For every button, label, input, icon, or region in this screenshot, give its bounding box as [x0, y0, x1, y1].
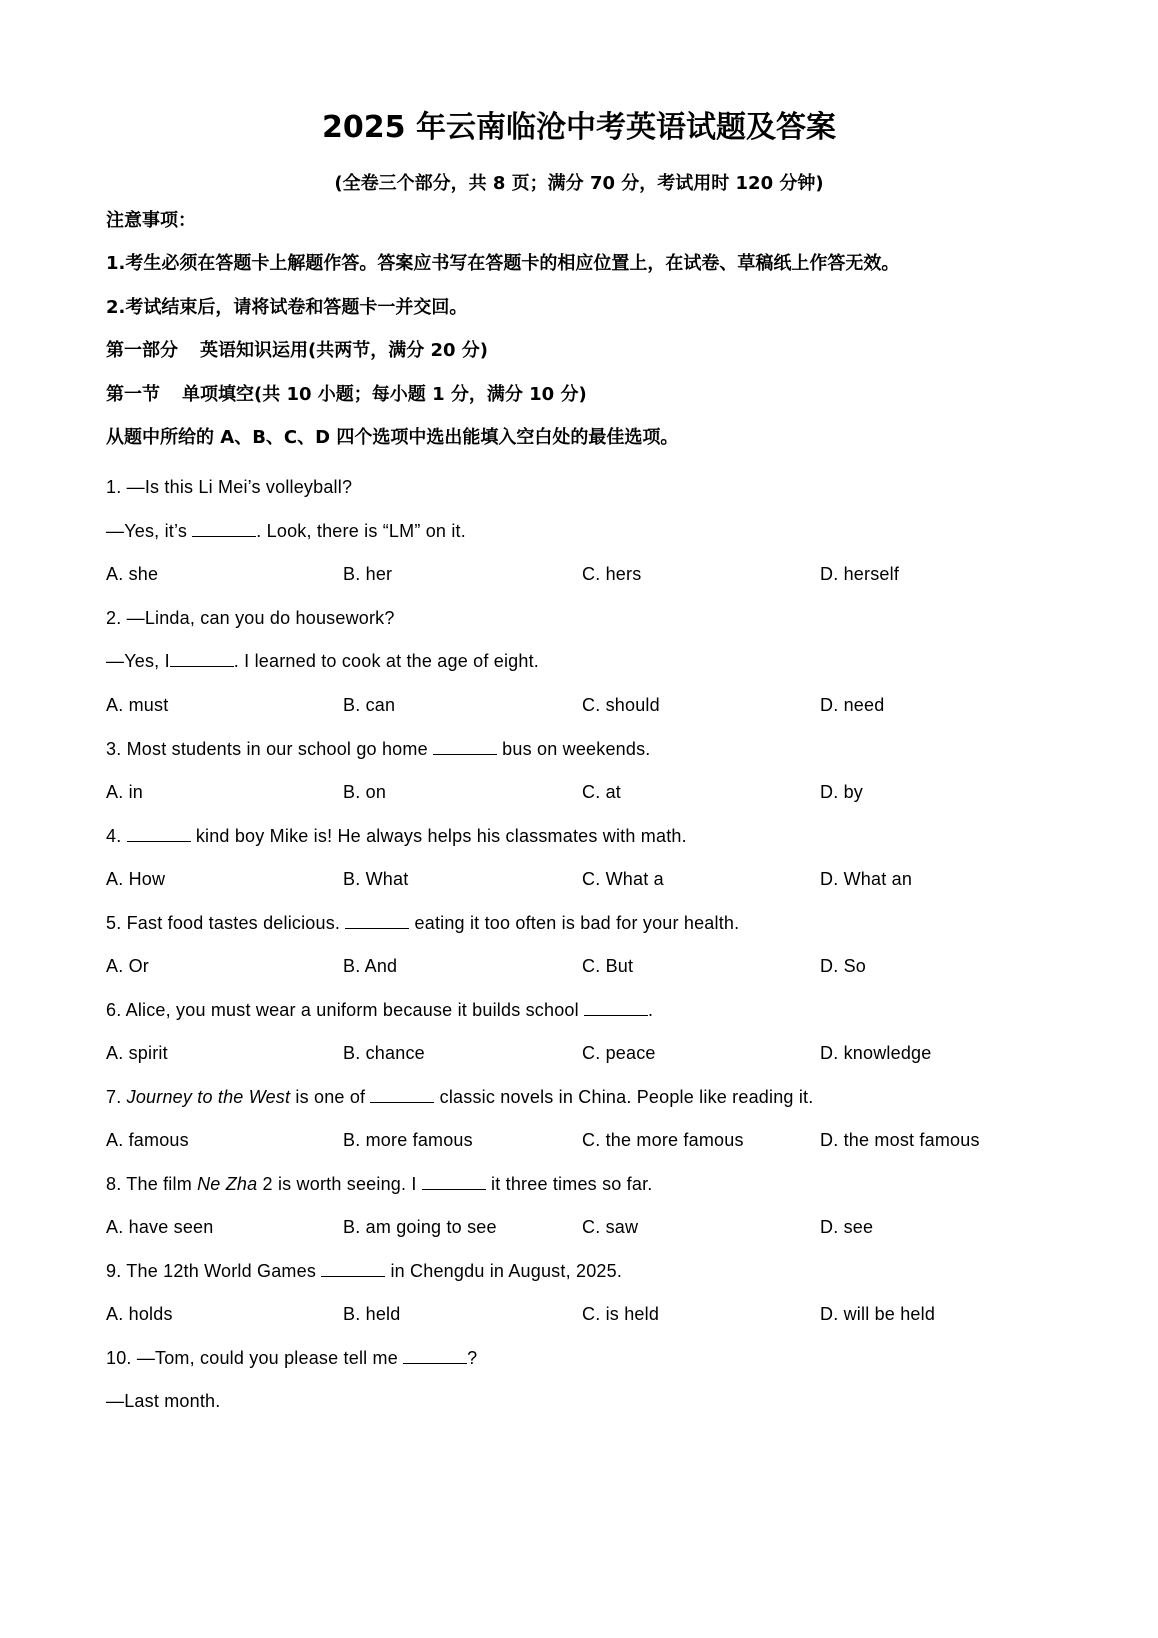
answer-blank — [370, 1085, 434, 1103]
question-4-option-a: A. How — [106, 869, 166, 889]
question-9-option-c: C. is held — [582, 1304, 660, 1324]
question-text: eating it too often is bad for your health. — [409, 913, 740, 933]
question-5-option-b: B. And — [343, 956, 398, 976]
question-10-stem — [106, 1346, 477, 1370]
question-1-option-a: A. she — [106, 564, 159, 584]
question-text: 2 is worth seeing. I — [257, 1174, 422, 1194]
question-5-option-d: D. So — [820, 956, 867, 976]
part-heading — [106, 339, 488, 363]
notice-item-1: 1.考生必须在答题卡上解题作答。答案应书写在答题卡的相应位置上，在试卷、草稿纸上作答无效。 — [106, 253, 900, 274]
question-3-option-d: D. by — [820, 782, 864, 802]
question-text: classic novels in China. People like reading it. — [434, 1087, 814, 1107]
answer-blank — [433, 737, 497, 755]
question-8-stem — [106, 1172, 653, 1196]
answer-blank — [321, 1259, 385, 1277]
question-3-option-a: A. in — [106, 782, 144, 802]
question-10-reply: —Last month. — [106, 1391, 221, 1411]
answer-blank — [192, 519, 256, 537]
question-text: kind boy Mike is! He always helps his classmates with math. — [190, 826, 687, 846]
question-text: . Look, there is “LM” on it. — [256, 521, 466, 541]
page-subtitle: (全卷三个部分，共 8 页；满分 70 分，考试用时 120 分钟) — [334, 173, 824, 194]
question-4-option-d: D. What an — [820, 869, 913, 889]
question-text: 5. Fast food tastes delicious. — [106, 913, 346, 933]
question-1-stem: 1. —Is this Li Mei’s volleyball? — [106, 477, 353, 497]
question-1-option-b: B. her — [343, 564, 393, 584]
question-3-option-b: B. on — [343, 782, 387, 802]
question-2-option-d: D. need — [820, 695, 885, 715]
question-text: it three times so far. — [485, 1174, 653, 1194]
question-text: . — [648, 1000, 654, 1020]
question-text: 3. Most students in our school go home — [106, 739, 433, 759]
section-label: 第一节 — [106, 384, 160, 405]
question-6-option-d: D. knowledge — [820, 1043, 932, 1063]
answer-blank — [127, 824, 191, 842]
question-8-option-a: A. have seen — [106, 1217, 214, 1237]
question-text: 8. The film — [106, 1174, 198, 1194]
question-1-reply — [106, 519, 466, 543]
question-7-option-a: A. famous — [106, 1130, 189, 1150]
question-8-option-c: C. saw — [582, 1217, 639, 1237]
question-text: is one of — [290, 1087, 371, 1107]
film-title: Ne Zha — [197, 1174, 258, 1194]
question-1-option-c: C. hers — [582, 564, 642, 584]
section-heading — [106, 383, 587, 407]
book-title: Journey to the West — [126, 1087, 291, 1107]
question-7-option-c: C. the more famous — [582, 1130, 744, 1150]
answer-blank — [584, 998, 648, 1016]
question-3-stem — [106, 737, 650, 761]
answer-blank — [170, 649, 234, 667]
question-text: . I learned to cook at the age of eight. — [233, 651, 539, 671]
section-instruction: 从题中所给的 A、B、C、D 四个选项中选出能填入空白处的最佳选项。 — [106, 427, 679, 448]
section-title: 单项填空(共 10 小题；每小题 1 分，满分 10 分) — [182, 384, 587, 405]
question-6-stem — [106, 998, 653, 1022]
notice-heading: 注意事项： — [106, 210, 196, 231]
answer-blank — [345, 911, 409, 929]
question-text: 10. —Tom, could you please tell me — [106, 1348, 404, 1368]
question-5-option-c: C. But — [582, 956, 634, 976]
question-7-option-d: D. the most famous — [820, 1130, 980, 1150]
question-4-option-c: C. What a — [582, 869, 664, 889]
answer-blank — [403, 1346, 467, 1364]
question-7-stem — [106, 1085, 813, 1109]
question-2-option-b: B. can — [343, 695, 396, 715]
question-text: 6. Alice, you must wear a uniform because it builds school — [106, 1000, 585, 1020]
question-2-stem: 2. —Linda, can you do housework? — [106, 608, 395, 628]
question-3-option-c: C. at — [582, 782, 622, 802]
question-text: 7. — [106, 1087, 127, 1107]
question-9-stem — [106, 1259, 622, 1283]
question-text: —Yes, I — [106, 651, 170, 671]
question-text: —Yes, it’s — [106, 521, 193, 541]
answer-blank — [422, 1172, 486, 1190]
question-8-option-d: D. see — [820, 1217, 874, 1237]
question-7-option-b: B. more famous — [343, 1130, 473, 1150]
question-text: in Chengdu in August, 2025. — [385, 1261, 623, 1281]
question-text: bus on weekends. — [496, 739, 651, 759]
page-title: 2025 年云南临沧中考英语试题及答案 — [322, 110, 836, 145]
question-2-option-c: C. should — [582, 695, 660, 715]
question-4-stem — [106, 824, 687, 848]
part-label: 第一部分 — [106, 340, 178, 361]
question-4-option-b: B. What — [343, 869, 409, 889]
notice-item-2: 2.考试结束后，请将试卷和答题卡一并交回。 — [106, 297, 468, 318]
question-text: ? — [467, 1348, 478, 1368]
question-6-option-c: C. peace — [582, 1043, 656, 1063]
question-2-option-a: A. must — [106, 695, 169, 715]
question-9-option-d: D. will be held — [820, 1304, 936, 1324]
question-9-option-b: B. held — [343, 1304, 401, 1324]
question-2-reply — [106, 649, 539, 673]
question-9-option-a: A. holds — [106, 1304, 173, 1324]
question-6-option-b: B. chance — [343, 1043, 425, 1063]
question-text: 9. The 12th World Games — [106, 1261, 322, 1281]
question-8-option-b: B. am going to see — [343, 1217, 497, 1237]
question-5-stem — [106, 911, 739, 935]
part-title: 英语知识运用(共两节，满分 20 分) — [200, 340, 489, 361]
question-text: 4. — [106, 826, 127, 846]
question-5-option-a: A. Or — [106, 956, 150, 976]
question-6-option-a: A. spirit — [106, 1043, 168, 1063]
question-1-option-d: D. herself — [820, 564, 900, 584]
